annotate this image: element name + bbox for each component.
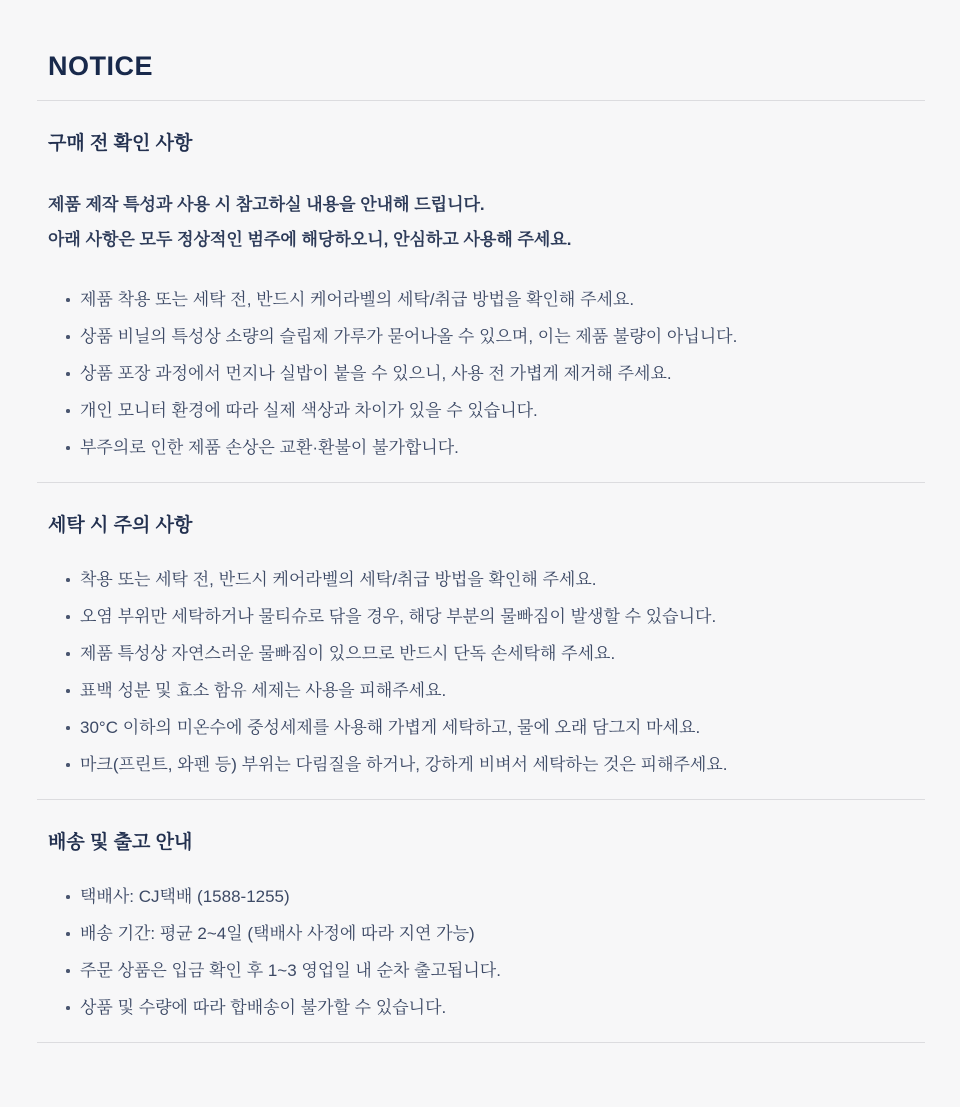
shipping-info-bullet-list (48, 878, 912, 1026)
list-item: 표백 성분 및 효소 함유 세제는 사용을 피해주세요. (65, 672, 912, 709)
bottom-spacer (0, 1043, 960, 1107)
list-item: 착용 또는 세탁 전, 반드시 케어라벨의 세탁/취급 방법을 확인해 주세요. (65, 561, 912, 598)
list-item: 상품 및 수량에 따라 합배송이 불가할 수 있습니다. (65, 989, 912, 1026)
list-item: 상품 포장 과정에서 먼지나 실밥이 붙을 수 있으니, 사용 전 가볍게 제거해 주세요. (65, 355, 912, 392)
washing-caution-bullet-list (48, 561, 912, 783)
list-item: 오염 부위만 세탁하거나 물티슈로 닦을 경우, 해당 부분의 물빠짐이 발생할 수 있습니다. (65, 598, 912, 635)
section-purchase-check-title: 구매 전 확인 사항 (48, 133, 193, 154)
section-shipping-info-title: 배송 및 출고 안내 (48, 832, 193, 853)
list-item: 마크(프린트, 와펜 등) 부위는 다림질을 하거나, 강하게 비벼서 세탁하는 것은 피해주세요. (65, 746, 912, 783)
list-item: 개인 모니터 환경에 따라 실제 색상과 차이가 있을 수 있습니다. (65, 392, 912, 429)
page-title: NOTICE (48, 51, 154, 81)
list-item: 주문 상품은 입금 확인 후 1~3 영업일 내 순차 출고됩니다. (65, 952, 912, 989)
intro-line-2: 아래 사항은 모두 정상적인 범주에 해당하오니, 안심하고 사용해 주세요. (48, 230, 572, 249)
list-item: 배송 기간: 평균 2~4일 (택배사 사정에 따라 지연 가능) (65, 915, 912, 952)
list-item: 부주의로 인한 제품 손상은 교환·환불이 불가합니다. (65, 429, 912, 466)
section-washing-caution (0, 483, 960, 783)
list-item: 30°C 이하의 미온수에 중성세제를 사용해 가볍게 세탁하고, 물에 오래 담그지 마세요. (65, 709, 912, 746)
intro-line-1: 제품 제작 특성과 사용 시 참고하실 내용을 안내해 드립니다. (48, 195, 485, 214)
list-item: 제품 착용 또는 세탁 전, 반드시 케어라벨의 세탁/취급 방법을 확인해 주세요. (65, 281, 912, 318)
list-item: 상품 비닐의 특성상 소량의 슬립제 가루가 묻어나올 수 있으며, 이는 제품 불량이 아닙니다. (65, 318, 912, 355)
list-item: 제품 특성상 자연스러운 물빠짐이 있으므로 반드시 단독 손세탁해 주세요. (65, 635, 912, 672)
purchase-check-bullet-list (48, 281, 912, 466)
section-purchase-check-intro (48, 187, 912, 257)
section-washing-caution-title: 세탁 시 주의 사항 (48, 515, 193, 536)
list-item: 택배사: CJ택배 (1588-1255) (65, 878, 912, 915)
section-purchase-check (0, 101, 960, 466)
section-shipping-info (0, 800, 960, 1026)
